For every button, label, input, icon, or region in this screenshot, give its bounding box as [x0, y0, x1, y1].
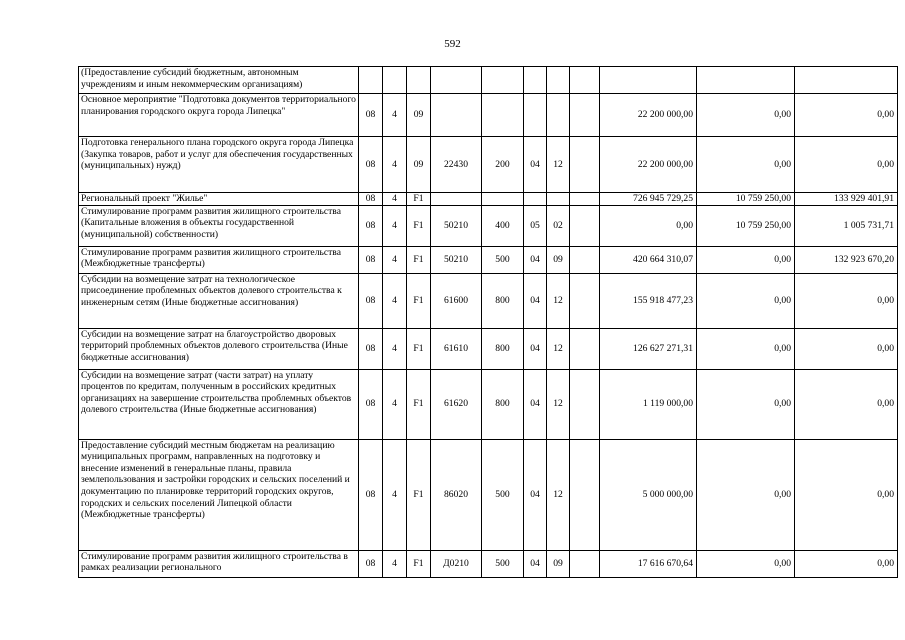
cell-program: F1 — [407, 369, 431, 439]
cell-expense-type: 04 — [524, 439, 547, 550]
cell-name: Региональный проект "Жилье" — [79, 193, 359, 206]
cell-col8 — [570, 193, 600, 206]
cell-col7: 12 — [547, 439, 570, 550]
cell-col7: 12 — [547, 273, 570, 328]
cell-sum-1: 1 119 000,00 — [600, 369, 697, 439]
cell-name: Предоставление субсидий местным бюджетам на реализацию муниципальных программ, направленных на подготовку и внесение изменений в генеральные планы, правила землепользования и застройки городских и сельских поселений и документацию по планировке территорий городских округов, городских и сельских поселений Липецкой области (Межбюджетные трансферты) — [79, 439, 359, 550]
cell-subprogram: 50210 — [431, 205, 482, 246]
cell-col7: 12 — [547, 369, 570, 439]
cell-col7: 09 — [547, 550, 570, 577]
cell-program — [407, 67, 431, 94]
cell-name: Субсидии на возмещение затрат на технологическое присоединение проблемных объектов долевого строительства к инженерным сетям (Иные бюджетные ассигнования) — [79, 273, 359, 328]
cell-subsection: 4 — [383, 94, 407, 137]
cell-name: (Предоставление субсидий бюджетным, автономным учреждениям и иным некоммерческим организациям) — [79, 67, 359, 94]
cell-sum-1: 420 664 310,07 — [600, 246, 697, 273]
cell-program: F1 — [407, 439, 431, 550]
cell-sum-1: 126 627 271,31 — [600, 328, 697, 369]
cell-col7: 12 — [547, 137, 570, 193]
cell-sum-1: 155 918 477,23 — [600, 273, 697, 328]
cell-sum-2: 0,00 — [697, 369, 795, 439]
cell-subsection: 4 — [383, 246, 407, 273]
cell-sum-2: 0,00 — [697, 273, 795, 328]
cell-section: 08 — [359, 273, 383, 328]
cell-subprogram — [431, 94, 482, 137]
cell-subprogram: 61600 — [431, 273, 482, 328]
cell-col8 — [570, 205, 600, 246]
page-number: 592 — [444, 38, 461, 50]
cell-sum-1: 0,00 — [600, 205, 697, 246]
cell-subsection: 4 — [383, 369, 407, 439]
cell-subprogram — [431, 67, 482, 94]
cell-sum-3: 0,00 — [795, 94, 898, 137]
cell-col7: 12 — [547, 328, 570, 369]
cell-section: 08 — [359, 439, 383, 550]
cell-expense-type: 04 — [524, 273, 547, 328]
table-row — [79, 550, 898, 577]
cell-name: Субсидии на возмещение затрат (части затрат) на уплату процентов по кредитам, полученным в российских кредитных организациях на завершение строительства проблемных объектов долевого строительства (Иные бюджетные ассигнования) — [79, 369, 359, 439]
cell-sum-3: 0,00 — [795, 550, 898, 577]
cell-subprogram: 50210 — [431, 246, 482, 273]
cell-section: 08 — [359, 193, 383, 206]
budget-table — [78, 66, 898, 578]
cell-program: 09 — [407, 94, 431, 137]
cell-col8 — [570, 137, 600, 193]
table-row — [79, 205, 898, 246]
cell-col8 — [570, 369, 600, 439]
cell-direction: 400 — [482, 205, 524, 246]
cell-direction — [482, 193, 524, 206]
cell-direction — [482, 94, 524, 137]
cell-expense-type: 04 — [524, 137, 547, 193]
cell-col7: 02 — [547, 205, 570, 246]
cell-col7 — [547, 67, 570, 94]
table-row — [79, 273, 898, 328]
cell-sum-2: 0,00 — [697, 137, 795, 193]
cell-col7 — [547, 193, 570, 206]
cell-section: 08 — [359, 246, 383, 273]
cell-program: 09 — [407, 137, 431, 193]
table-row — [79, 246, 898, 273]
cell-sum-3: 0,00 — [795, 273, 898, 328]
cell-sum-3: 0,00 — [795, 439, 898, 550]
cell-sum-2: 10 759 250,00 — [697, 193, 795, 206]
cell-sum-2: 10 759 250,00 — [697, 205, 795, 246]
cell-expense-type — [524, 193, 547, 206]
table-row — [79, 439, 898, 550]
cell-subprogram: 86020 — [431, 439, 482, 550]
cell-col8 — [570, 67, 600, 94]
cell-subsection: 4 — [383, 439, 407, 550]
cell-expense-type: 04 — [524, 369, 547, 439]
cell-col8 — [570, 439, 600, 550]
cell-sum-3: 132 923 670,20 — [795, 246, 898, 273]
cell-expense-type: 05 — [524, 205, 547, 246]
cell-direction: 500 — [482, 246, 524, 273]
cell-sum-2 — [697, 67, 795, 94]
cell-sum-1: 17 616 670,64 — [600, 550, 697, 577]
cell-subsection: 4 — [383, 328, 407, 369]
cell-col8 — [570, 328, 600, 369]
table-row — [79, 94, 898, 137]
cell-sum-2: 0,00 — [697, 550, 795, 577]
cell-sum-2: 0,00 — [697, 94, 795, 137]
cell-col7 — [547, 94, 570, 137]
table-row — [79, 67, 898, 94]
cell-direction: 800 — [482, 328, 524, 369]
cell-name: Подготовка генерального плана городского округа города Липецка (Закупка товаров, работ и услуг для обеспечения государственных (муниципальных) нужд) — [79, 137, 359, 193]
cell-expense-type: 04 — [524, 550, 547, 577]
cell-direction — [482, 67, 524, 94]
cell-subprogram: Д0210 — [431, 550, 482, 577]
cell-expense-type: 04 — [524, 246, 547, 273]
cell-section: 08 — [359, 550, 383, 577]
cell-expense-type — [524, 67, 547, 94]
cell-name: Основное мероприятие "Подготовка документов территориального планирования городского округа города Липецка" — [79, 94, 359, 137]
cell-sum-3 — [795, 67, 898, 94]
cell-col8 — [570, 94, 600, 137]
cell-sum-1: 22 200 000,00 — [600, 94, 697, 137]
cell-program: F1 — [407, 193, 431, 206]
cell-subprogram: 22430 — [431, 137, 482, 193]
cell-sum-3: 0,00 — [795, 328, 898, 369]
table-row — [79, 137, 898, 193]
cell-sum-1 — [600, 67, 697, 94]
cell-col8 — [570, 246, 600, 273]
cell-section — [359, 67, 383, 94]
cell-section: 08 — [359, 94, 383, 137]
cell-direction: 800 — [482, 273, 524, 328]
cell-subprogram — [431, 193, 482, 206]
cell-sum-2: 0,00 — [697, 439, 795, 550]
cell-sum-1: 5 000 000,00 — [600, 439, 697, 550]
cell-subsection: 4 — [383, 273, 407, 328]
table-row — [79, 193, 898, 206]
cell-sum-1: 22 200 000,00 — [600, 137, 697, 193]
cell-sum-2: 0,00 — [697, 328, 795, 369]
cell-subprogram: 61620 — [431, 369, 482, 439]
cell-sum-2: 0,00 — [697, 246, 795, 273]
cell-col7: 09 — [547, 246, 570, 273]
cell-program: F1 — [407, 273, 431, 328]
cell-direction: 500 — [482, 550, 524, 577]
table-row — [79, 328, 898, 369]
cell-section: 08 — [359, 369, 383, 439]
cell-name: Стимулирование программ развития жилищного строительства (Межбюджетные трансферты) — [79, 246, 359, 273]
cell-name: Стимулирование программ развития жилищного строительства в рамках реализации регионального — [79, 550, 359, 577]
table-row — [79, 369, 898, 439]
cell-direction: 200 — [482, 137, 524, 193]
cell-sum-1: 726 945 729,25 — [600, 193, 697, 206]
cell-sum-3: 1 005 731,71 — [795, 205, 898, 246]
cell-subsection — [383, 67, 407, 94]
cell-section: 08 — [359, 328, 383, 369]
cell-sum-3: 133 929 401,91 — [795, 193, 898, 206]
cell-expense-type: 04 — [524, 328, 547, 369]
cell-name: Стимулирование программ развития жилищного строительства (Капитальные вложения в объекты государственной (муниципальной) собственности) — [79, 205, 359, 246]
cell-col8 — [570, 273, 600, 328]
cell-section: 08 — [359, 205, 383, 246]
cell-expense-type — [524, 94, 547, 137]
table-body — [79, 67, 898, 578]
cell-col8 — [570, 550, 600, 577]
cell-subsection: 4 — [383, 205, 407, 246]
cell-sum-3: 0,00 — [795, 137, 898, 193]
cell-subprogram: 61610 — [431, 328, 482, 369]
cell-sum-3: 0,00 — [795, 369, 898, 439]
cell-subsection: 4 — [383, 193, 407, 206]
cell-direction: 500 — [482, 439, 524, 550]
cell-section: 08 — [359, 137, 383, 193]
cell-subsection: 4 — [383, 550, 407, 577]
cell-direction: 800 — [482, 369, 524, 439]
cell-subsection: 4 — [383, 137, 407, 193]
cell-program: F1 — [407, 205, 431, 246]
cell-name: Субсидии на возмещение затрат на благоустройство дворовых территорий проблемных объектов долевого строительства (Иные бюджетные ассигнования) — [79, 328, 359, 369]
cell-program: F1 — [407, 328, 431, 369]
cell-program: F1 — [407, 246, 431, 273]
cell-program: F1 — [407, 550, 431, 577]
